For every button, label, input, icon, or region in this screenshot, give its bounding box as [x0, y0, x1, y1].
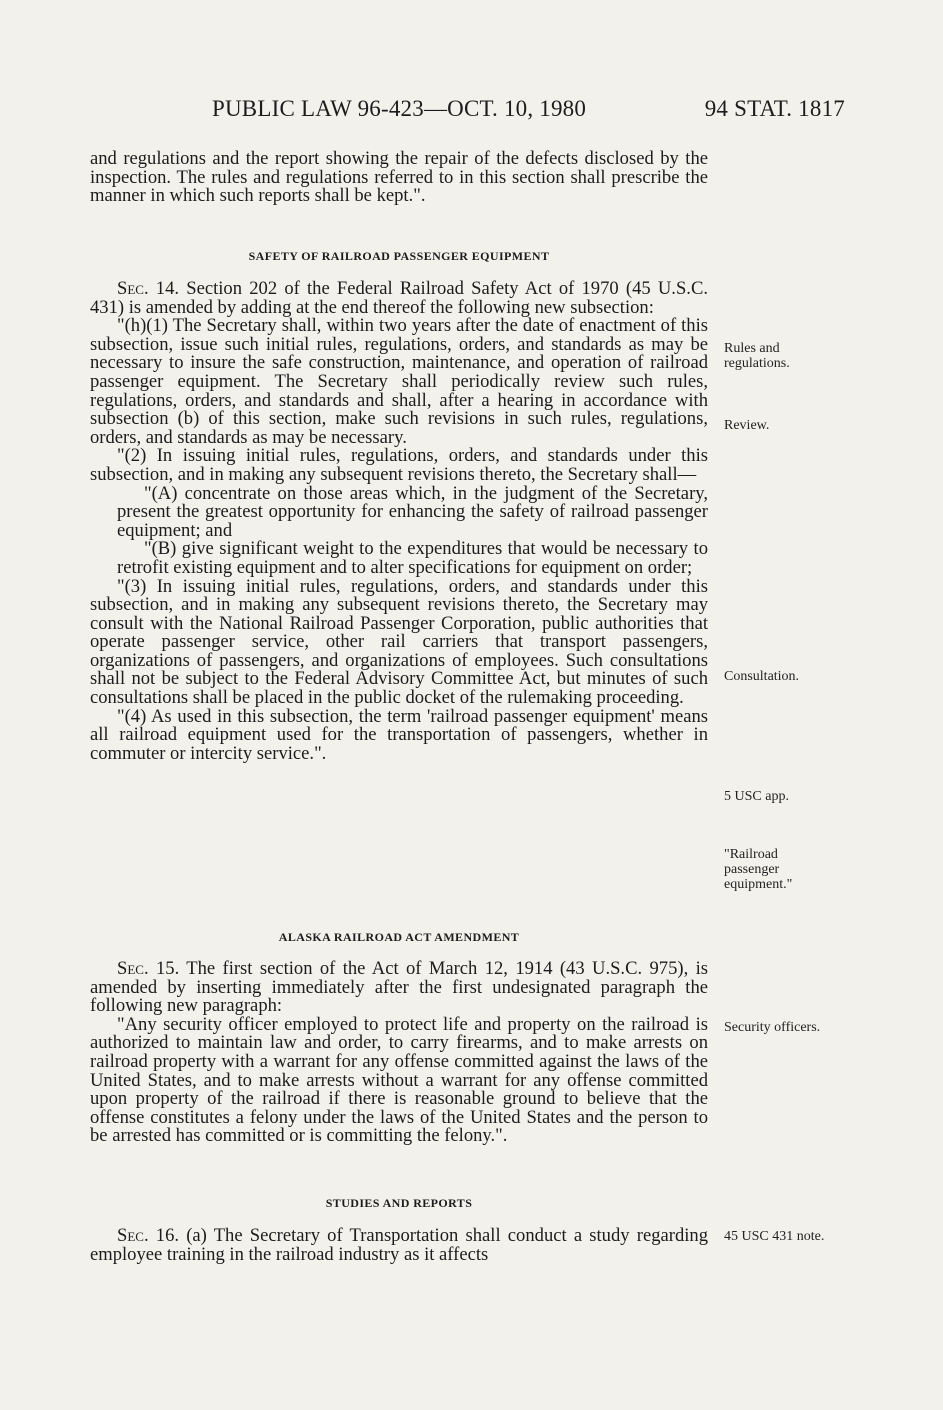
margin-note-security-officers: Security officers.: [724, 1020, 821, 1035]
security-officer-paragraph: "Any security officer employed to protect life and property on the railroad is authorized to maintain law and order, to carry firearms, and to make arrests on railroad property with a warrant for any offense committed against the laws of the United States, and to make arrests without a warrant for any offense committed upon property of the railroad if there is reasonable ground to believe that the offense constitutes a felony under the laws of the United States and the person to be arrested has committed or is committing the felony.".: [90, 1013, 708, 1147]
section-14-intro: Sec. 14. Section 202 of the Federal Railroad Safety Act of 1970 (45 U.S.C. 431) is amended by adding at the end thereof the following new subsection:: [90, 278, 708, 318]
section-label: Sec.: [117, 958, 149, 979]
margin-note-review: Review.: [724, 418, 770, 433]
clause-a: "(A) concentrate on those areas which, in the judgment of the Secretary, present the greatest opportunity for enhancing the safety of railroad passenger equipment; and: [117, 482, 708, 541]
section-15-heading-block: [90, 930, 708, 944]
subsection-h1: "(h)(1) The Secretary shall, within two years after the date of enactment of this subsection, issue such initial rules, regulations, orders, and standards as may be necessary to insure the safe construction, maintenance, and operation of railroad passenger equipment. The Secretary shall periodically review such rules, regulations, orders, and standards and shall, after a hearing in accordance with subsection (b) of this section, make such revisions in such rules, regulations, orders, and standards as may be necessary.: [90, 315, 708, 448]
running-header-left: PUBLIC LAW 96-423—OCT. 10, 1980: [212, 96, 587, 121]
running-header-right: 94 STAT. 1817: [704, 96, 845, 121]
section-label: Sec.: [117, 1225, 149, 1246]
subsection-h2: "(2) In issuing initial rules, regulations, orders, and standards under this subsection, and in making any subsequent revisions thereto, the Secretary shall—: [90, 445, 708, 485]
continuation-paragraph: and regulations and the report showing the repair of the defects disclosed by the inspection. The rules and regulations referred to in this section shall prescribe the manner in which such reports shall be kept.".: [90, 148, 708, 207]
margin-note-usc-431-note: 45 USC 431 note.: [724, 1229, 825, 1244]
section-15-heading: ALASKA RAILROAD ACT AMENDMENT: [278, 930, 520, 944]
subsection-h4: "(4) As used in this subsection, the term 'railroad passenger equipment' means all railroad equipment used for the transportation of passengers, whether in commuter or intercity service.".: [90, 705, 708, 764]
section-16-intro: Sec. 16. (a) The Secretary of Transportation shall conduct a study regarding employee training in the railroad industry as it affects: [90, 1225, 708, 1265]
section-14-block: [90, 280, 708, 763]
section-label: Sec.: [117, 278, 149, 299]
continuation-block: [90, 150, 708, 206]
section-16-heading-block: [90, 1196, 708, 1210]
margin-note-rules: Rules and regulations.: [724, 341, 790, 371]
subsection-h3: "(3) In issuing initial rules, regulations, orders, and standards under this subsection, and in making any subsequent revisions thereto, the Secretary may consult with the National Railroad Passenger Corporation, public authorities that operate passenger service, other rail carriers that transport passengers, organizations of passengers, and organizations of employees. Such consultations shall not be subject to the Federal Advisory Committee Act, but minutes of such consultations shall be placed in the public docket of the rulemaking proceeding.: [90, 575, 708, 709]
section-16-heading: STUDIES AND REPORTS: [325, 1196, 473, 1210]
margin-note-usc-app: 5 USC app.: [724, 789, 789, 804]
section-15-block: [90, 960, 708, 1146]
section-16-block: [90, 1227, 708, 1264]
margin-note-consultation: Consultation.: [724, 669, 800, 684]
section-15-intro: Sec. 15. The first section of the Act of March 12, 1914 (43 U.S.C. 975), is amended by inserting immediately after the first undesignated paragraph the following new paragraph:: [90, 958, 708, 1017]
section-14-heading: SAFETY OF RAILROAD PASSENGER EQUIPMENT: [248, 249, 550, 263]
clause-b: "(B) give significant weight to the expenditures that would be necessary to retrofit existing equipment and to alter specifications for equipment on order;: [117, 538, 708, 578]
margin-note-railroad-passenger-equipment: "Railroad passenger equipment.": [724, 847, 793, 892]
section-14-heading-block: [90, 249, 708, 263]
